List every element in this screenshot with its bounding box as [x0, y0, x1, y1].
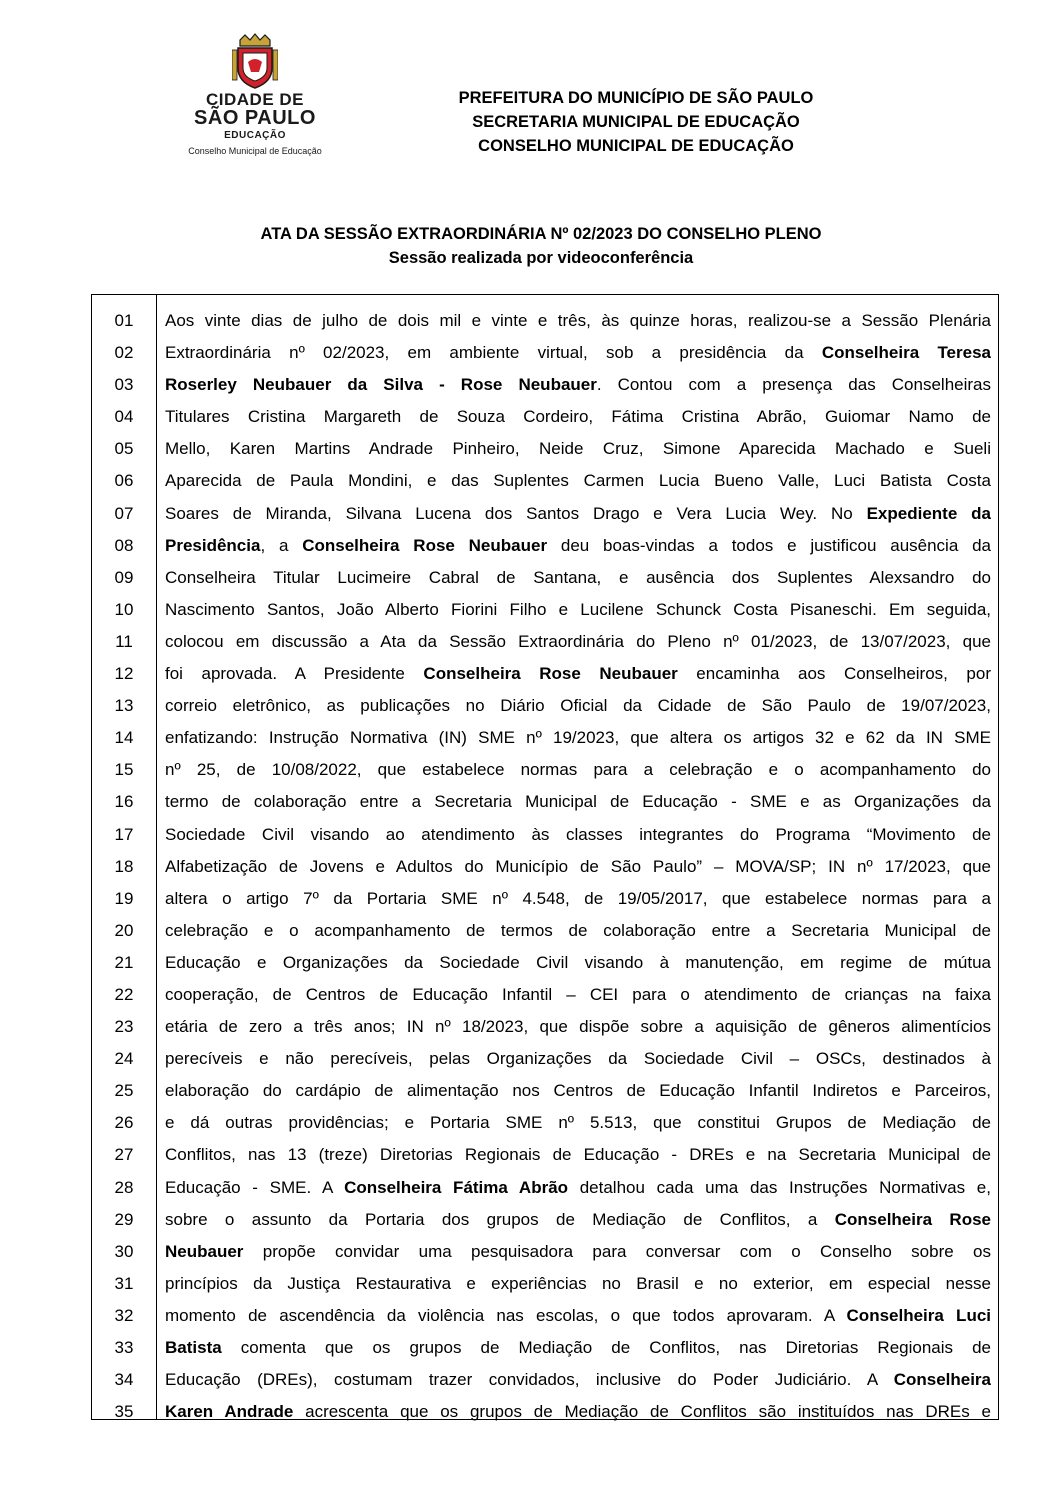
text-segment: altera o artigo 7º da Portaria SME nº 4.548, de 19/05/2017, que estabelece normas para a [165, 888, 991, 908]
minutes-text-line [165, 626, 991, 658]
line-number: 31 [114, 1273, 134, 1293]
line-number: 03 [114, 375, 134, 395]
text-segment: comenta que os grupos de Mediação de Conflitos, nas Diretorias Regionais de [221, 1338, 991, 1357]
text-segment: acrescenta que os grupos de Mediação de Conflitos são instituídos nas DREs e [293, 1402, 991, 1422]
line-number: 15 [114, 760, 134, 780]
text-segment: propõe convidar uma pesquisadora para conversar com o Conselho sobre os [243, 1241, 991, 1261]
text-segment: , a [260, 535, 303, 555]
text-segment: deu boas-vindas a todos e justificou ausência da [547, 535, 991, 555]
minutes-text-line [165, 1204, 991, 1236]
text-segment: encaminha aos Conselheiros, por [677, 664, 991, 684]
minutes-text-line [165, 786, 991, 818]
line-number: 11 [115, 631, 133, 651]
minutes-text-line [165, 947, 991, 979]
minutes-text-line [165, 979, 991, 1011]
minutes-text-line [165, 465, 991, 497]
text-segment: Extraordinária nº 02/2023, em ambiente virtual, sob a presidência da [165, 343, 822, 363]
coat-of-arms-icon [232, 32, 278, 90]
line-number: 02 [114, 343, 134, 363]
logo-text-line1: CIDADE DE [205, 90, 304, 109]
line-number: 34 [114, 1370, 134, 1390]
minutes-text-line [165, 1139, 991, 1171]
minutes-text-line [165, 1236, 991, 1268]
minutes-text-line [165, 433, 991, 465]
line-number: 14 [114, 728, 134, 748]
minutes-text-line [165, 754, 991, 786]
text-segment: Soares de Miranda, Silvana Lucena dos Santos Drago e Vera Lucia Wey. No [165, 503, 867, 523]
text-segment: Sociedade Civil visando ao atendimento às classes integrantes do Programa “Movimento de [165, 824, 991, 844]
line-number: 32 [114, 1305, 134, 1325]
line-number: 12 [114, 664, 134, 684]
text-segment: Conflitos, nas 13 (treze) Diretorias Regionais de Educação - DREs e na Secretaria Municipal de [165, 1145, 991, 1165]
line-number: 19 [114, 888, 134, 908]
line-number: 07 [114, 503, 134, 523]
bold-text-segment: Conselheira Rose [834, 1209, 991, 1229]
text-segment: . Contou com a presença das Conselheiras [596, 375, 991, 395]
line-number: 10 [114, 599, 134, 619]
header-line-2: SECRETARIA MUNICIPAL DE EDUCAÇÃO [472, 113, 800, 131]
line-number: 25 [114, 1081, 134, 1101]
line-number: 05 [114, 439, 134, 459]
minutes-text-line [165, 594, 991, 626]
line-number: 04 [114, 407, 134, 427]
bold-text-segment: Karen Andrade [165, 1402, 294, 1422]
text-segment: detalhou cada uma das Instruções Normativas e, [568, 1177, 991, 1197]
bold-text-segment: Conselheira Rose Neubauer [423, 664, 678, 684]
text-segment: Aos vinte dias de julho de dois mil e vinte e três, às quinze horas, realizou-se a Sessão Plenária [165, 311, 991, 330]
line-number: 23 [114, 1017, 134, 1037]
line-number: 30 [114, 1241, 134, 1261]
line-number: 17 [114, 824, 134, 844]
minutes-table [91, 294, 999, 1420]
minutes-text-line [165, 1172, 991, 1204]
line-number: 35 [114, 1402, 134, 1422]
city-logo [170, 32, 340, 164]
minutes-text-line [165, 1268, 991, 1300]
text-segment: etária de zero a três anos; IN nº 18/2023, que dispõe sobre a aquisição de gêneros alimentícios [165, 1017, 991, 1037]
minutes-text-line [165, 337, 991, 369]
line-number: 33 [114, 1338, 134, 1357]
line-number: 09 [114, 567, 134, 587]
bold-text-segment: Conselheira Teresa [821, 343, 991, 363]
text-segment: perecíveis e não perecíveis, pelas Organizações da Sociedade Civil – OSCs, destinados à [165, 1049, 991, 1069]
line-number: 13 [114, 696, 134, 716]
line-number: 16 [114, 792, 134, 812]
minutes-text-line [165, 369, 991, 401]
text-segment: celebração e o acompanhamento de termos de colaboração entre a Secretaria Municipal de [165, 920, 991, 940]
minutes-text-line [165, 915, 991, 947]
minutes-text-line [165, 690, 991, 722]
title-main: ATA DA SESSÃO EXTRAORDINÁRIA Nº 02/2023 DO CONSELHO PLENO [260, 225, 822, 243]
minutes-text-line [165, 1075, 991, 1107]
text-segment: cooperação, de Centros de Educação Infantil – CEI para o atendimento de crianças na faixa [165, 984, 991, 1004]
line-number: 21 [114, 952, 134, 972]
text-segment: Nascimento Santos, João Alberto Fiorini Filho e Lucilene Schunck Costa Pisaneschi. Em seguida, [165, 599, 991, 619]
minutes-text-line [165, 1332, 991, 1364]
text-segment: Educação - SME. A [165, 1177, 345, 1197]
bold-text-segment: Batista [165, 1338, 222, 1357]
line-number: 28 [114, 1177, 134, 1197]
line-number: 27 [114, 1145, 134, 1165]
minutes-text-line [165, 1364, 991, 1396]
minutes-text-line [165, 819, 991, 851]
text-segment: Alfabetização de Jovens e Adultos do Município de São Paulo” – MOVA/SP; IN nº 17/2023, que [165, 856, 991, 876]
institution-header [390, 86, 882, 158]
bold-text-segment: Roserley Neubauer da Silva - Rose Neubauer [165, 375, 597, 395]
minutes-text-line [165, 401, 991, 433]
text-segment: Educação (DREs), costumam trazer convidados, inclusive do Poder Judiciário. A [165, 1370, 894, 1390]
minutes-text-line [165, 498, 991, 530]
line-number: 20 [114, 920, 134, 940]
text-segment: enfatizando: Instrução Normativa (IN) SME nº 19/2023, que altera os artigos 32 e 62 da IN SME [165, 728, 991, 748]
logo-text-line3: EDUCAÇÃO [224, 130, 286, 141]
minutes-text-line [165, 1011, 991, 1043]
minutes-text-line [165, 851, 991, 883]
line-number: 01 [114, 311, 134, 330]
minutes-text-column [165, 305, 991, 1428]
bold-text-segment: Conselheira Luci [846, 1305, 991, 1325]
line-number: 18 [114, 856, 134, 876]
line-number: 08 [114, 535, 134, 555]
text-segment: sobre o assunto da Portaria dos grupos de Mediação de Conflitos, a [165, 1209, 835, 1229]
logo-text-line4: Conselho Municipal de Educação [188, 146, 322, 156]
title-subtitle: Sessão realizada por videoconferência [388, 249, 694, 267]
minutes-text-line [165, 1300, 991, 1332]
line-number: 29 [114, 1209, 134, 1229]
line-number: 26 [114, 1113, 134, 1133]
text-segment: colocou em discussão a Ata da Sessão Extraordinária do Pleno nº 01/2023, de 13/07/2023, que [165, 631, 991, 651]
line-number: 22 [114, 984, 134, 1004]
text-segment: princípios da Justiça Restaurativa e experiências no Brasil e no exterior, em especial nesse [165, 1273, 991, 1293]
logo-text-line2: SÃO PAULO [194, 107, 316, 129]
bold-text-segment: Presidência [165, 535, 261, 555]
bold-text-segment: Neubauer [165, 1241, 244, 1261]
bold-text-segment: Conselheira Rose Neubauer [302, 535, 548, 555]
text-segment: Conselheira Titular Lucimeire Cabral de Santana, e ausência dos Suplentes Alexsandro do [165, 567, 991, 587]
text-segment: foi aprovada. A Presidente [165, 664, 424, 684]
text-segment: Educação e Organizações da Sociedade Civil visando à manutenção, em regime de mútua [165, 952, 991, 972]
minutes-text-line [165, 562, 991, 594]
header-line-1: PREFEITURA DO MUNICÍPIO DE SÃO PAULO [458, 89, 814, 107]
text-segment: nº 25, de 10/08/2022, que estabelece normas para a celebração e o acompanhamento do [165, 760, 991, 780]
text-segment: Aparecida de Paula Mondini, e das Suplentes Carmen Lucia Bueno Valle, Luci Batista Costa [165, 471, 991, 491]
minutes-text-line [165, 305, 991, 337]
minutes-text-line [165, 883, 991, 915]
line-number-column [92, 295, 157, 1422]
text-segment: Titulares Cristina Margareth de Souza Cordeiro, Fátima Cristina Abrão, Guiomar Namo de [165, 407, 991, 427]
minutes-text-line [165, 1043, 991, 1075]
bold-text-segment: Expediente da [866, 503, 991, 523]
bold-text-segment: Conselheira [893, 1370, 991, 1390]
text-segment: momento de ascendência da violência nas escolas, o que todos aprovaram. A [165, 1305, 847, 1325]
line-number: 06 [114, 471, 134, 491]
text-segment: termo de colaboração entre a Secretaria Municipal de Educação - SME e as Organizações da [165, 792, 991, 812]
text-segment: e dá outras providências; e Portaria SME nº 5.513, que constitui Grupos de Mediação de [165, 1113, 991, 1133]
minutes-text-line [165, 722, 991, 754]
text-segment: elaboração do cardápio de alimentação nos Centros de Educação Infantil Indiretos e Parceiros, [165, 1081, 991, 1101]
minutes-text-line [165, 658, 991, 690]
text-segment: correio eletrônico, as publicações no Diário Oficial da Cidade de São Paulo de 19/07/2023, [165, 696, 991, 716]
line-number: 24 [114, 1049, 134, 1069]
minutes-text-line [165, 530, 991, 562]
text-segment: Mello, Karen Martins Andrade Pinheiro, Neide Cruz, Simone Aparecida Machado e Sueli [165, 439, 991, 459]
bold-text-segment: Conselheira Fátima Abrão [344, 1177, 569, 1197]
document-title [90, 222, 992, 270]
minutes-text-line [165, 1396, 991, 1428]
minutes-text-line [165, 1107, 991, 1139]
header-line-3: CONSELHO MUNICIPAL DE EDUCAÇÃO [478, 137, 794, 155]
